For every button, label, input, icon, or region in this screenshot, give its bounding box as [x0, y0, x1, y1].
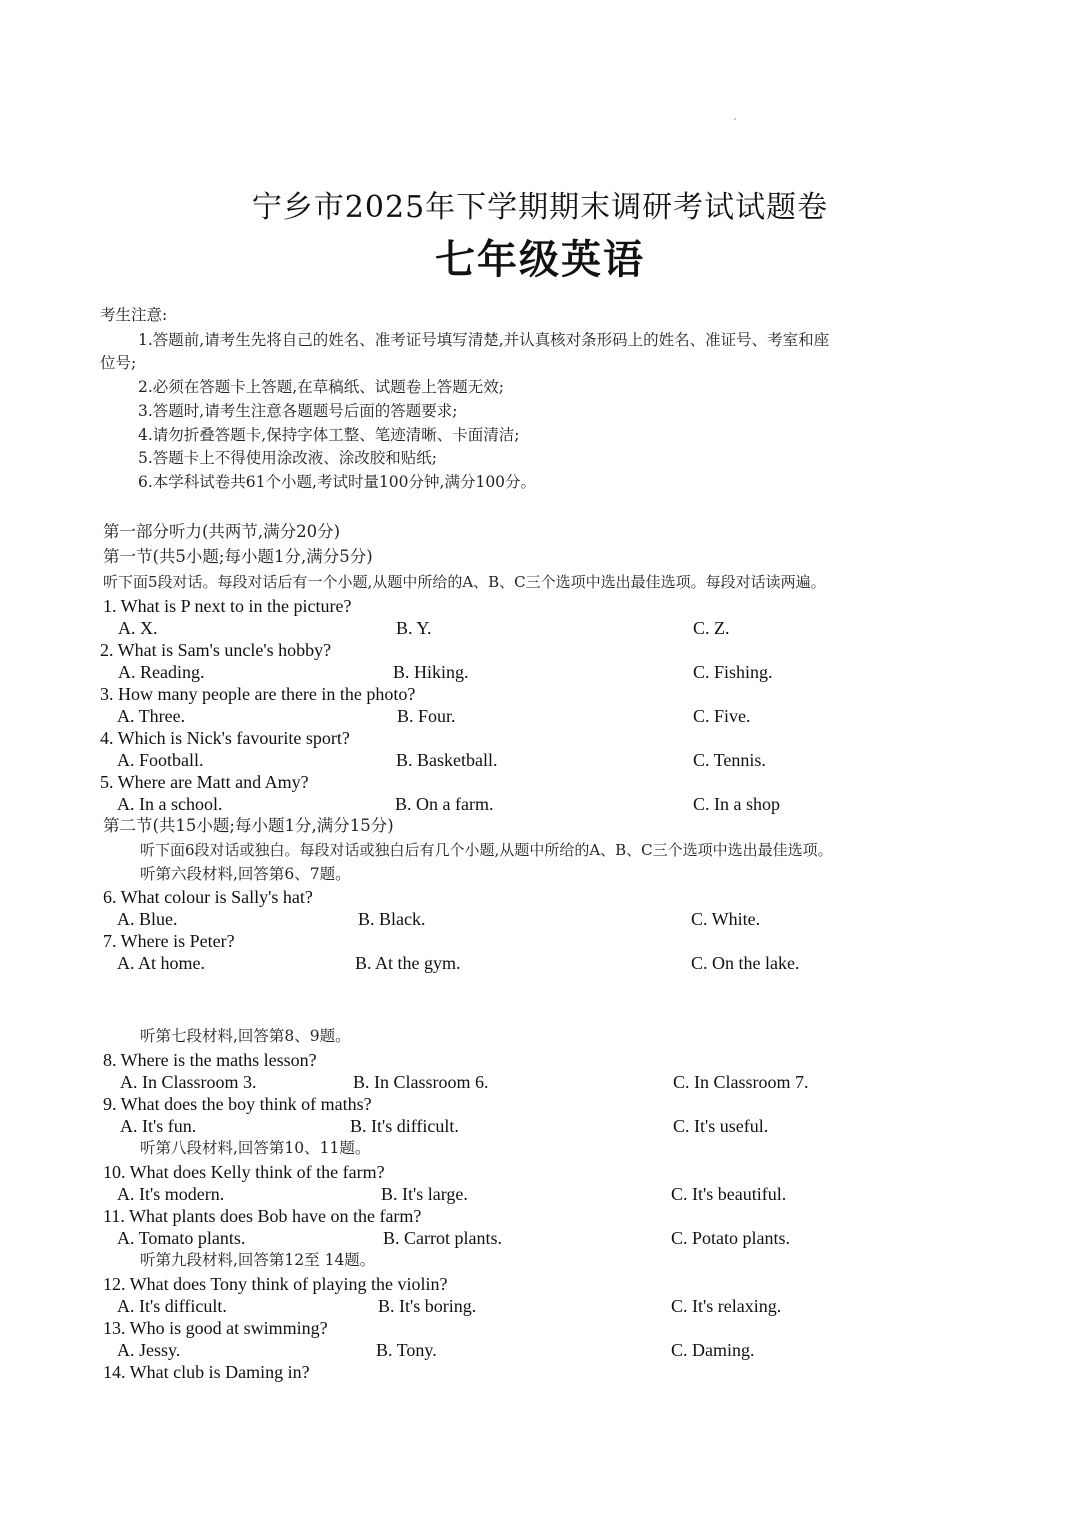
option-b: B. Carrot plants. — [383, 1228, 502, 1248]
option-c: C. It's beautiful. — [671, 1184, 787, 1204]
notice-item: 3.答题时,请考生注意各题题号后面的答题要求; — [138, 402, 458, 420]
question: 9. What does the boy think of maths? — [103, 1094, 372, 1114]
option-c: C. On the lake. — [691, 953, 800, 973]
section-heading: 第二节(共15小题;每小题1分,满分15分) — [103, 816, 394, 835]
notice-item: 6.本学科试卷共61个小题,考试时量100分钟,满分100分。 — [138, 473, 537, 491]
option-b: B. Hiking. — [393, 662, 469, 682]
option-b: B. On a farm. — [395, 794, 494, 814]
question: 3. How many people are there in the photo? — [100, 684, 416, 704]
option-c: C. Five. — [693, 706, 751, 726]
notice-item: 4.请勿折叠答题卡,保持字体工整、笔迹清晰、卡面清洁; — [138, 426, 520, 444]
question: 8. Where is the maths lesson? — [103, 1050, 317, 1070]
option-c: C. Z. — [693, 618, 730, 638]
material-note: 听第九段材料,回答第12至 14题。 — [140, 1251, 376, 1269]
option-a: A. Reading. — [118, 662, 205, 682]
question: 2. What is Sam's uncle's hobby? — [100, 640, 332, 660]
option-a: A. It's fun. — [120, 1116, 197, 1136]
option-c: C. Tennis. — [693, 750, 766, 770]
notice-heading: 考生注意: — [100, 306, 168, 324]
question: 4. Which is Nick's favourite sport? — [100, 728, 350, 748]
option-a: A. At home. — [117, 953, 205, 973]
notice-item: 位号; — [100, 354, 137, 372]
option-c: C. Potato plants. — [671, 1228, 791, 1248]
scan-speck — [734, 118, 736, 120]
section-instruction: 听下面6段对话或独白。每段对话或独白后有几个小题,从题中所给的A、B、C三个选项中选出最佳选项。 — [140, 841, 833, 859]
option-a: A. In a school. — [117, 794, 223, 814]
question: 6. What colour is Sally's hat? — [103, 887, 313, 907]
question: 1. What is P next to in the picture? — [103, 596, 352, 616]
option-b: B. Y. — [396, 618, 432, 638]
option-a: A. Three. — [117, 706, 186, 726]
option-a: A. Jessy. — [117, 1340, 181, 1360]
option-b: B. It's difficult. — [350, 1116, 459, 1136]
material-note: 听第六段材料,回答第6、7题。 — [140, 865, 351, 883]
exam-title: 宁乡市2025年下学期期末调研考试试题卷 — [251, 190, 829, 225]
option-b: B. Four. — [397, 706, 456, 726]
section-instruction: 听下面5段对话。每段对话后有一个小题,从题中所给的A、B、C三个选项中选出最佳选项。每段对话读两遍。 — [103, 573, 826, 591]
option-a: A. Football. — [117, 750, 204, 770]
section-heading: 第一节(共5小题;每小题1分,满分5分) — [103, 547, 373, 566]
option-b: B. At the gym. — [355, 953, 461, 973]
notice-item: 2.必须在答题卡上答题,在草稿纸、试题卷上答题无效; — [138, 378, 504, 396]
option-a: A. In Classroom 3. — [120, 1072, 257, 1092]
notice-item: 1.答题前,请考生先将自己的姓名、准考证号填写清楚,并认真核对条形码上的姓名、准证号、考室和座 — [138, 331, 830, 349]
question: 13. Who is good at swimming? — [103, 1318, 328, 1338]
question: 5. Where are Matt and Amy? — [100, 772, 309, 792]
option-a: A. It's modern. — [117, 1184, 225, 1204]
material-note: 听第七段材料,回答第8、9题。 — [140, 1027, 351, 1045]
option-b: B. It's large. — [381, 1184, 468, 1204]
option-b: B. Basketball. — [396, 750, 498, 770]
material-note: 听第八段材料,回答第10、11题。 — [140, 1139, 371, 1157]
option-c: C. Fishing. — [693, 662, 773, 682]
option-c: C. It's useful. — [673, 1116, 769, 1136]
option-a: A. It's difficult. — [117, 1296, 227, 1316]
option-b: B. Black. — [358, 909, 426, 929]
question: 12. What does Tony think of playing the violin? — [103, 1274, 448, 1294]
question: 7. Where is Peter? — [103, 931, 235, 951]
question: 11. What plants does Bob have on the farm? — [103, 1206, 422, 1226]
option-c: C. In a shop — [693, 794, 780, 814]
option-b: B. It's boring. — [378, 1296, 477, 1316]
option-a: A. X. — [118, 618, 158, 638]
question: 14. What club is Daming in? — [103, 1362, 310, 1382]
option-c: C. In Classroom 7. — [673, 1072, 809, 1092]
option-b: B. Tony. — [376, 1340, 437, 1360]
part-heading: 第一部分听力(共两节,满分20分) — [103, 522, 341, 541]
notice-item: 5.答题卡上不得使用涂改液、涂改胶和贴纸; — [138, 449, 438, 467]
subject-title: 七年级英语 — [435, 237, 645, 283]
option-c: C. It's relaxing. — [671, 1296, 782, 1316]
question: 10. What does Kelly think of the farm? — [103, 1162, 385, 1182]
option-a: A. Tomato plants. — [117, 1228, 246, 1248]
option-c: C. Daming. — [671, 1340, 755, 1360]
option-a: A. Blue. — [117, 909, 178, 929]
option-b: B. In Classroom 6. — [353, 1072, 489, 1092]
option-c: C. White. — [691, 909, 761, 929]
